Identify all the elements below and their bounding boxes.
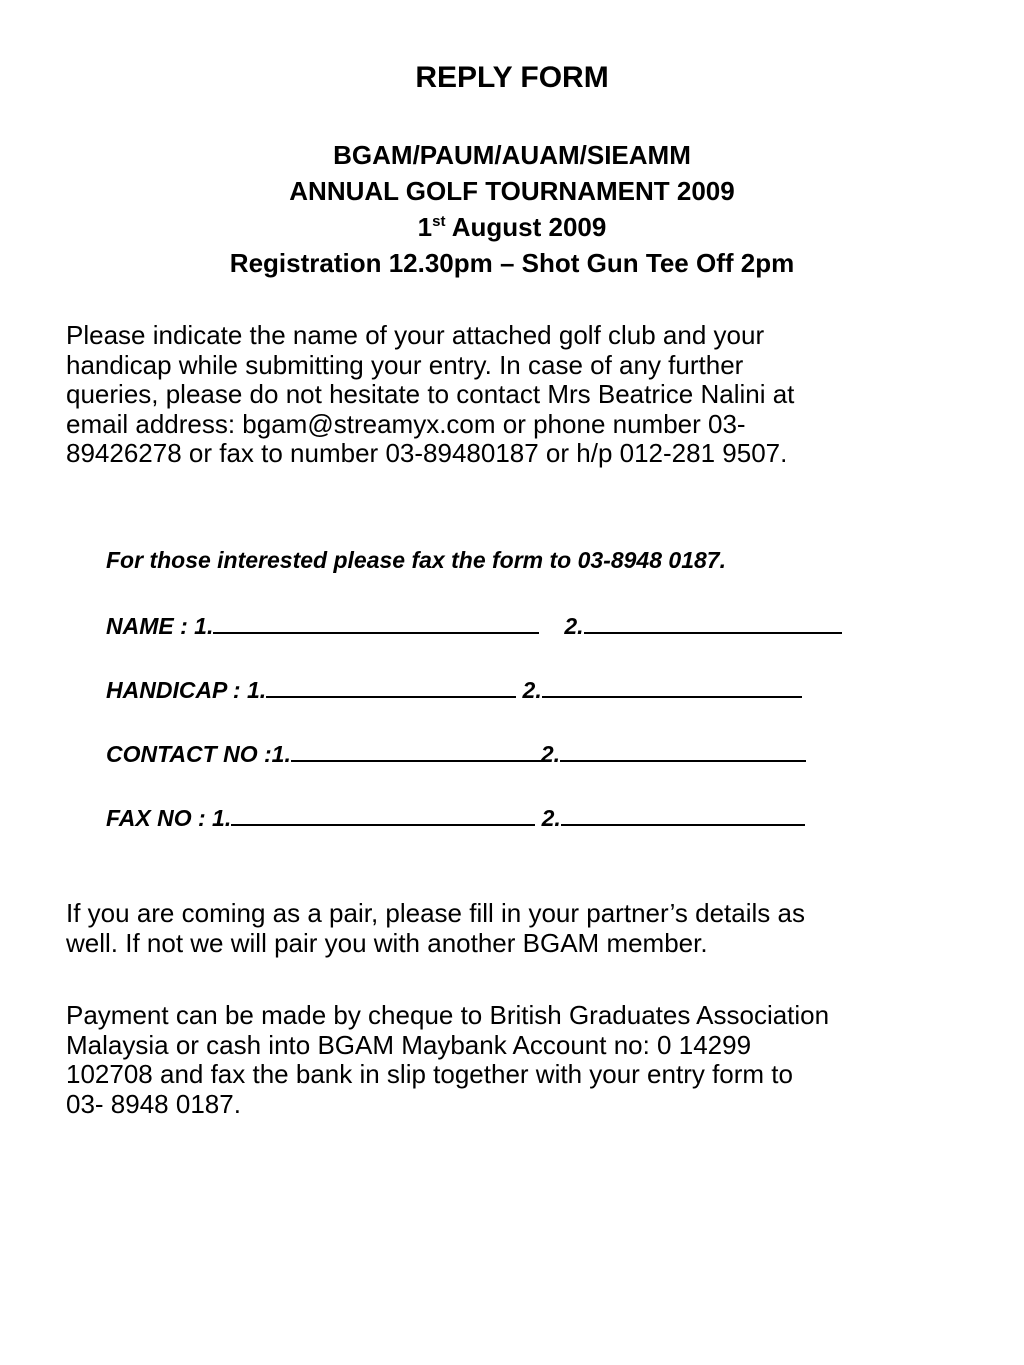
name-2-field[interactable] [584,610,842,634]
intro-line: 89426278 or fax to number 03-89480187 or h/p 012-281 9507. [66,438,788,468]
name-2-label: 2. [564,613,584,639]
contact-label: CONTACT NO :1. [106,741,291,767]
handicap-2-field[interactable] [542,674,802,698]
date-day: 1 [417,212,433,242]
handicap-1-field[interactable] [266,674,516,698]
payment-line: Malaysia or cash into BGAM Maybank Account no: 0 14299 [66,1029,752,1060]
event-date-line [0,209,1024,245]
payment-paragraph [66,1001,986,1119]
name-row [106,610,842,641]
name-label: NAME : 1. [106,613,214,639]
payment-line: Payment can be made by cheque to British Graduates Association [66,1000,830,1030]
intro-paragraph [66,321,966,469]
fax-2-label: 2. [535,805,561,831]
payment-line: 102708 and fax the bank in slip together with your entry form to [66,1059,793,1089]
fax-label: FAX NO : 1. [106,805,232,831]
date-suffix: st [432,213,446,230]
organisations-line: BGAM/PAUM/AUAM/SIEAMM [333,140,691,170]
event-name-line: ANNUAL GOLF TOURNAMENT 2009 [289,176,735,206]
contact-row [106,738,806,769]
handicap-label: HANDICAP : 1. [106,677,267,703]
contact-1-field[interactable] [291,738,541,762]
pair-line: If you are coming as a pair, please fill in your partner’s details as [66,898,805,928]
name-1-field[interactable] [213,610,539,634]
payment-line: 03- 8948 0187. [66,1088,241,1119]
contact-2-label: 2. [540,741,561,767]
contact-2-field[interactable] [560,738,806,762]
intro-line: email address: bgam@streamyx.com or phone number 03- [66,408,746,439]
fax-1-field[interactable] [231,802,535,826]
date-month-year: August 2009 [445,212,607,242]
schedule-line: Registration 12.30pm – Shot Gun Tee Off 2pm [229,248,795,278]
pair-line: well. If not we will pair you with another BGAM member. [66,927,708,958]
intro-line: queries, please do not hesitate to contact Mrs Beatrice Nalini at [66,379,795,409]
pair-paragraph [66,899,966,958]
handicap-2-label: 2. [516,677,542,703]
page-title: REPLY FORM [415,61,609,94]
event-heading [0,137,1024,281]
fax-instruction: For those interested please fax the form to 03-8948 0187. [106,547,726,573]
intro-line: Please indicate the name of your attached golf club and your [66,320,765,350]
fax-row [106,802,805,833]
handicap-row [106,674,802,705]
intro-line: handicap while submitting your entry. In case of any further [66,349,744,380]
fax-2-field[interactable] [561,802,805,826]
